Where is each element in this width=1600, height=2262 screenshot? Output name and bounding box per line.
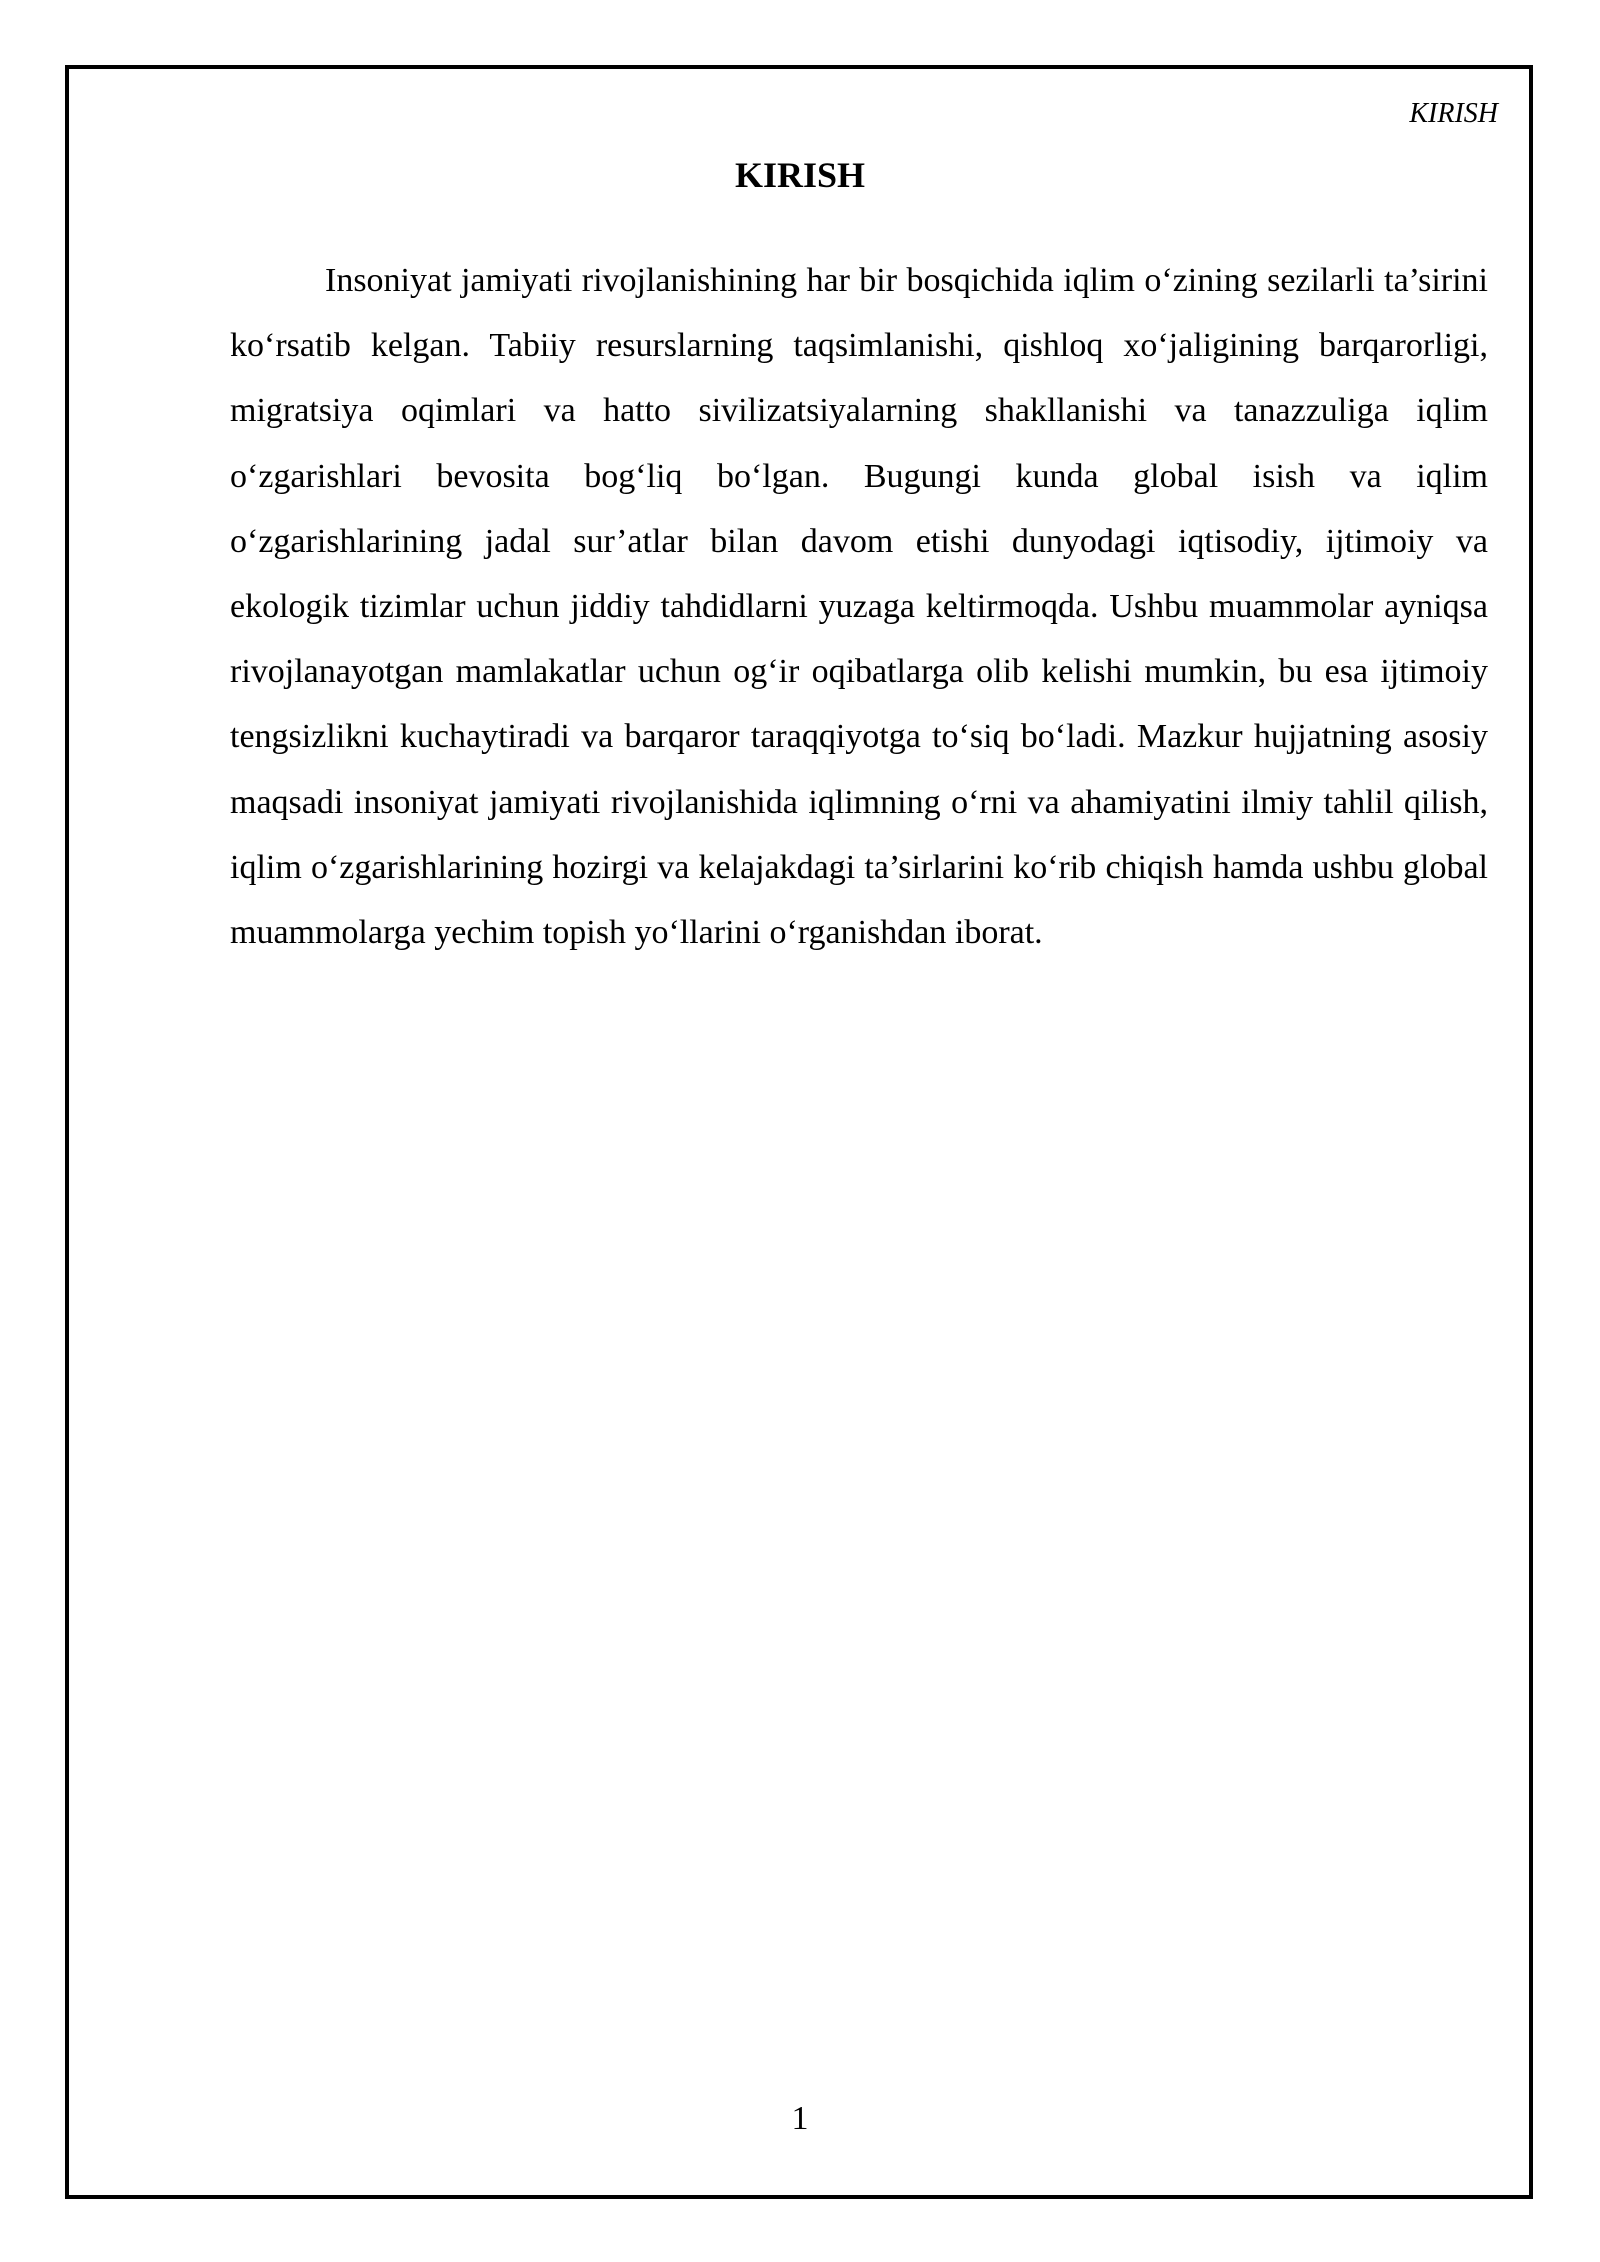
running-header: KIRISH — [1409, 98, 1498, 129]
page-number: 1 — [791, 2100, 809, 2137]
page-title: KIRISH — [734, 155, 866, 195]
body-paragraph: Insoniyat jamiyati rivojlanishining har bir bosqichida iqlim o‘zining sezilarli ta’sirini ko‘rsatib kelgan. Tabiiy resurslarning taqsimlanishi, qishloq xo‘jaligining barqarorligi, migratsiya oqimlari va hatto sivilizatsiyalarning shakllanishi va tanazzuliga iqlim o‘zgarishlari bevosita bog‘liq bo‘lgan. Bugungi kunda global isish va iqlim o‘zgarishlarining jadal sur’atlar bilan davom etishi dunyodagi iqtisodiy, ijtimoiy va ekologik tizimlar uchun jiddiy tahdidlarni yuzaga keltirmoqda. Ushbu muammolar ayniqsa rivojlanayotgan mamlakatlar uchun og‘ir oqibatlarga olib kelishi mumkin, bu esa ijtimoiy tengsizlikni kuchaytiradi va barqaror taraqqiyotga to‘siq bo‘ladi. Mazkur hujjatning asosiy maqsadi insoniyat jamiyati rivojlanishida iqlimning o‘rni va ahamiyatini ilmiy tahlil qilish, iqlim o‘zgarishlarining hozirgi va kelajakdagi ta’sirlarini ko‘rib chiqish hamda ushbu global muammolarga yechim topish yo‘llarini o‘rganishdan iborat. — [230, 262, 1488, 952]
